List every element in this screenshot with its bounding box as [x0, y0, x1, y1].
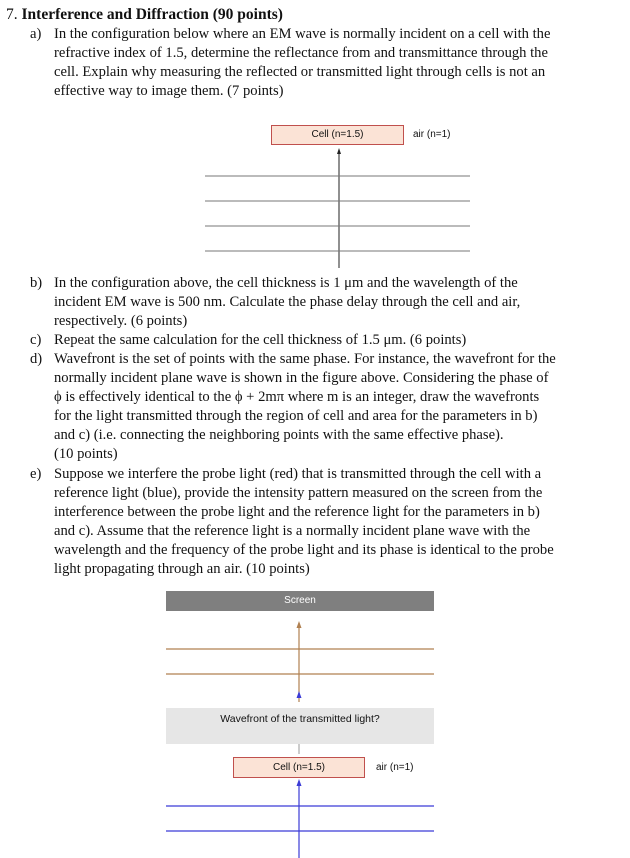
text-line: wavelength and the frequency of the probe light and its phase is identical to the probe: [54, 542, 554, 558]
reference-arrowhead: [297, 691, 302, 698]
text-line: and c) (i.e. connecting the neighboring points with the same effective phase).: [54, 427, 504, 443]
probe-arrowhead: [297, 621, 302, 628]
text-line: Repeat the same calculation for the cell thickness of 1.5 μm. (6 points): [54, 332, 467, 348]
text-line: interference between the probe light and the reference light for the parameters in b): [54, 504, 540, 520]
text-line: and c). Assume that the reference light is a normally incident plane wave with the: [54, 523, 531, 539]
part-label: d): [30, 351, 43, 367]
part-label: e): [30, 466, 42, 482]
wavefront-question-label: Wavefront of the transmitted light?: [220, 713, 380, 725]
text-line: light propagating through an air. (10 points): [54, 561, 310, 577]
figure-2-cell: [233, 757, 365, 778]
part-label: c): [30, 332, 42, 348]
text-line: ϕ is effectively identical to the ϕ + 2mπ where m is an integer, draw the wavefronts: [54, 389, 540, 405]
text-line: Suppose we interfere the probe light (red) that is transmitted through the cell with a: [54, 466, 542, 482]
cell-label: Cell (n=1.5): [311, 129, 364, 140]
figure-2-air-label: air (n=1): [376, 762, 414, 773]
figure-1-air-label: air (n=1): [413, 129, 451, 140]
cell-label: Cell (n=1.5): [273, 762, 325, 773]
screen-label: Screen: [284, 595, 316, 606]
text-line: cell. Explain why measuring the reflected or transmitted light through cells is not an: [54, 64, 546, 80]
text-line: Wavefront is the set of points with the same phase. For instance, the wavefront for the: [54, 351, 556, 367]
part-label: b): [30, 275, 43, 291]
text-line: reference light (blue), provide the intensity pattern measured on the screen from the: [54, 485, 543, 501]
text-line: In the configuration below where an EM wave is normally incident on a cell with the: [54, 26, 551, 42]
question-number: 7.: [6, 6, 18, 23]
part-label: a): [30, 26, 42, 42]
text-line: incident EM wave is 500 nm. Calculate the phase delay through the cell and air,: [54, 294, 521, 310]
text-line: normally incident plane wave is shown in the figure above. Considering the phase of: [54, 370, 549, 386]
question-points: (90 points): [212, 6, 283, 23]
question-heading: Interference and Diffraction: [21, 6, 209, 23]
text-line: effective way to image them. (7 points): [54, 83, 284, 99]
text-line: refractive index of 1.5, determine the reflectance from and transmittance through the: [54, 45, 548, 61]
text-line: respectively. (6 points): [54, 313, 188, 329]
reference-arrowhead: [297, 779, 302, 786]
text-line: (10 points): [54, 446, 118, 462]
text-line: for the light transmitted through the region of cell and area for the parameters in b): [54, 408, 538, 424]
text-line: In the configuration above, the cell thickness is 1 μm and the wavelength of the: [54, 275, 518, 291]
